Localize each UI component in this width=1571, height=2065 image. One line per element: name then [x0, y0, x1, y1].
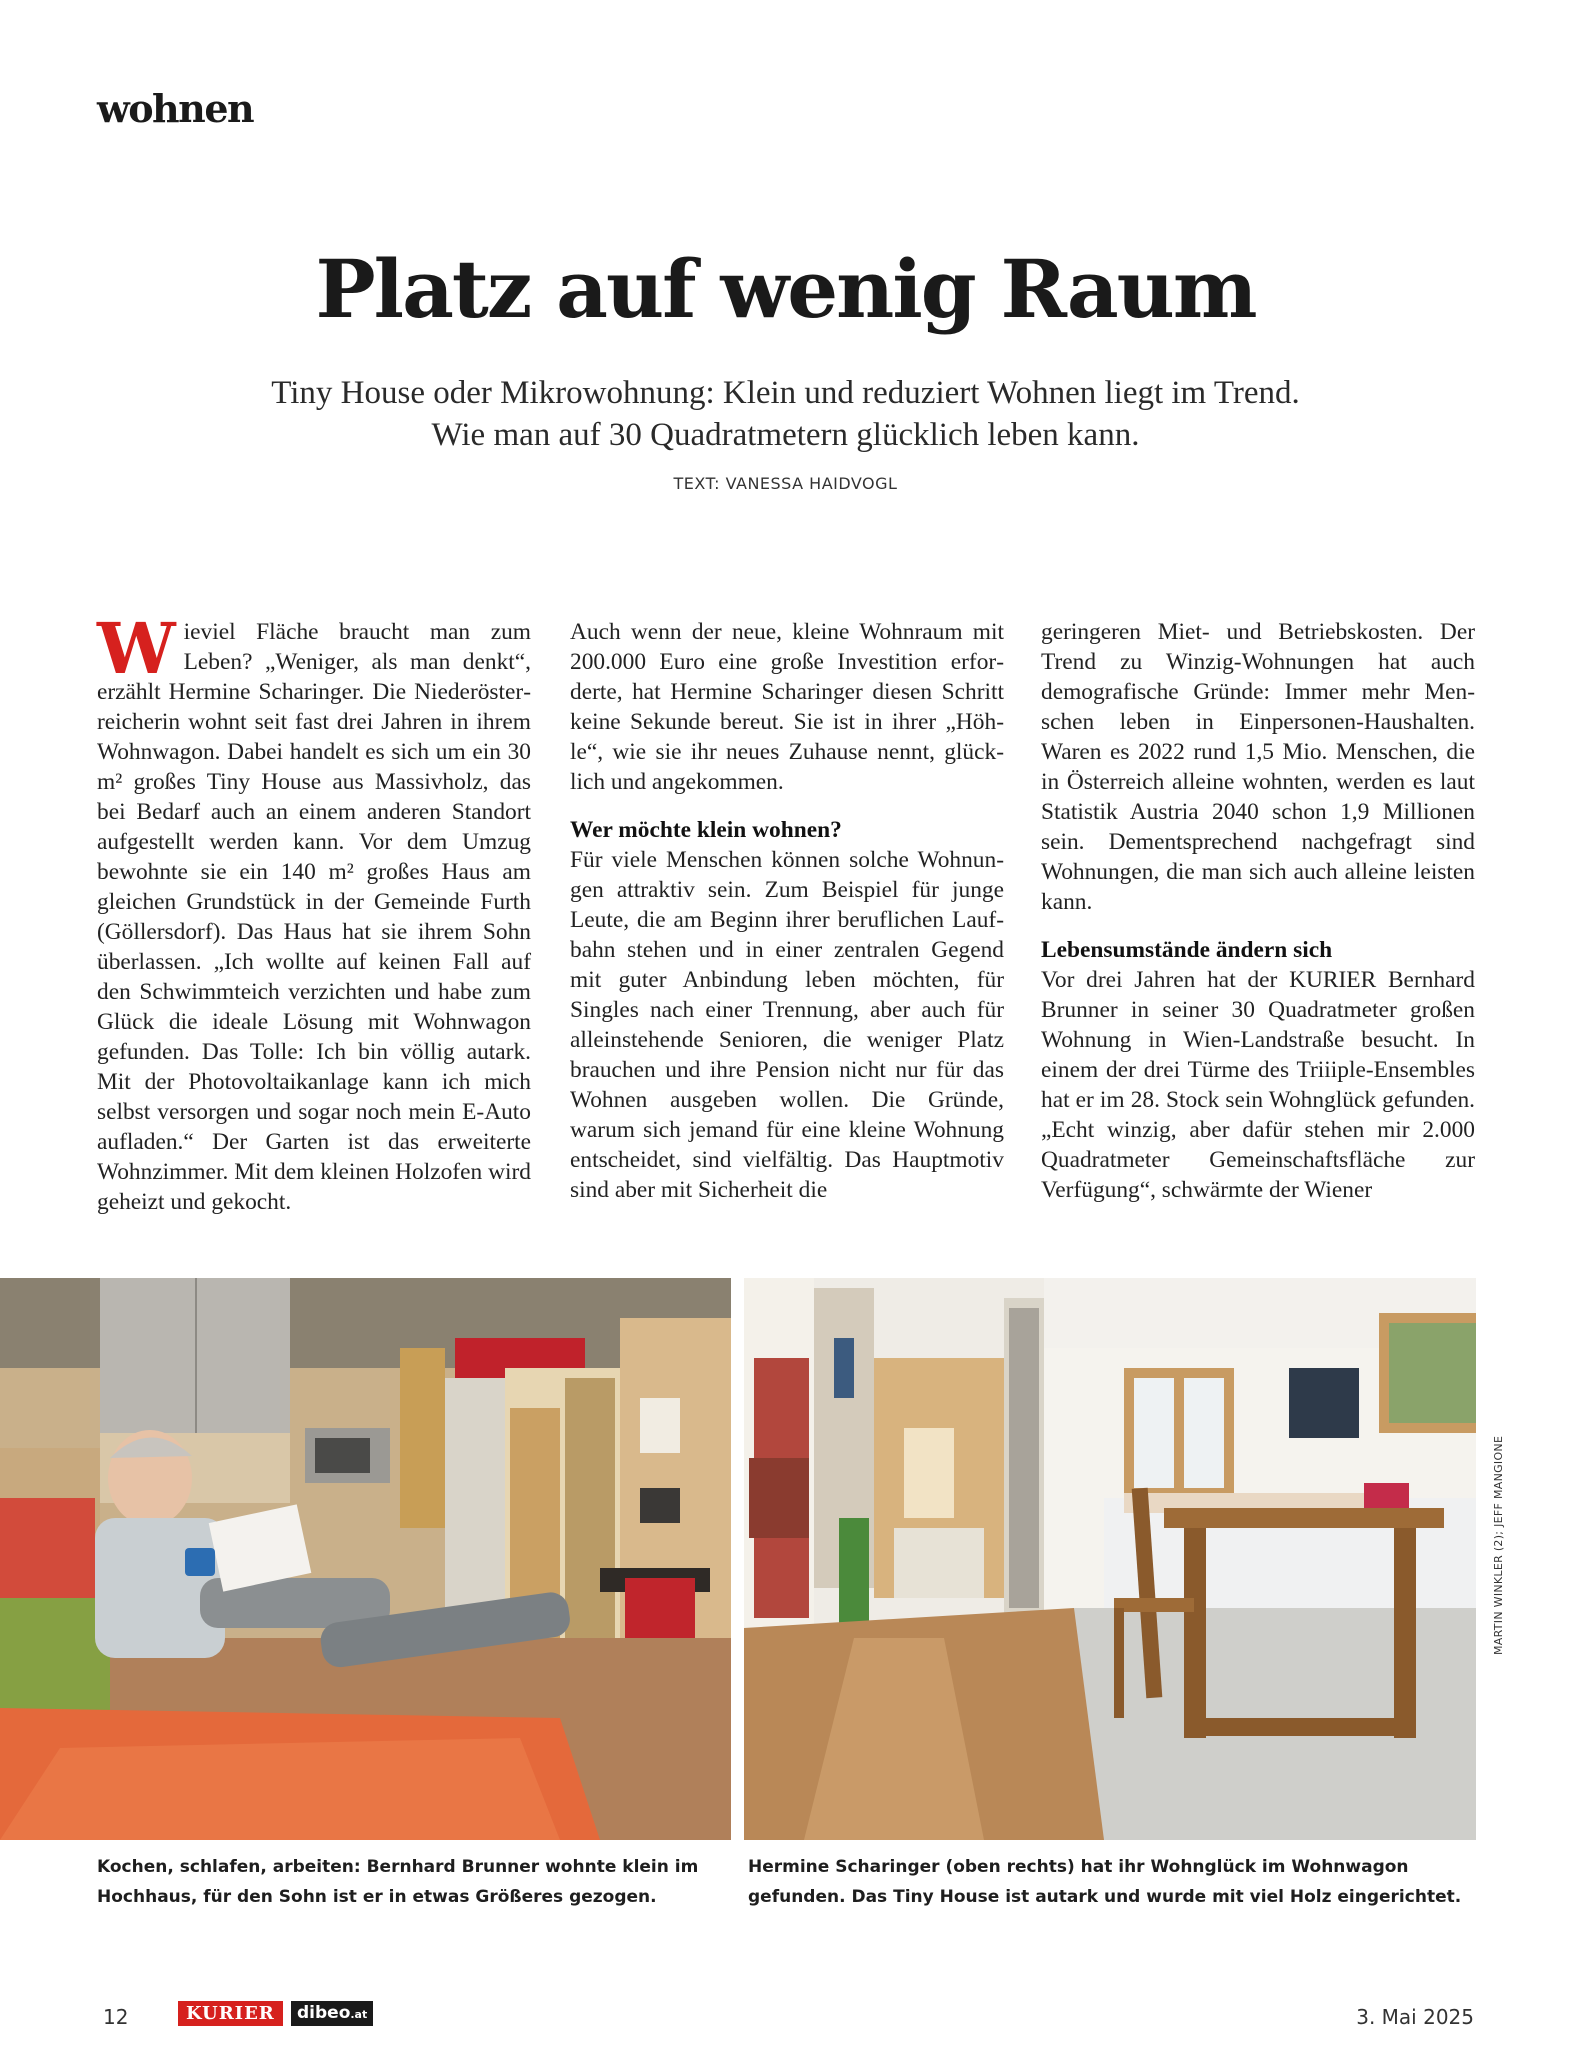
col1-text: ieviel Fläche braucht man zum Leben? „Weniger, als man denkt“, erzählt Hermine Scharinger. Die Niederösterreicherin wohnt seit fast drei Jahren in ihrem Wohnwagon. Dabei handelt es sich um ein 30 m² großes Tiny House aus Massivholz, das bei Bedarf auch an einem anderen Standort aufgestellt werden kann. Vor dem Umzug bewohnte sie ein 140 m² großes Haus am gleichen Grundstück in der Gemeinde Furth (Göllersdorf). Das Haus hat sie ihrem Sohn überlassen. „Ich wollte auf keinen Fall auf den Schwimmteich verzichten und habe zum Glück die ideale Lösung mit Wohnwagon gefunden. Das Tolle: Ich bin völlig autark. Mit der Photovoltaikanlage kann ich mich selbst versorgen und sogar noch mein E-Auto aufladen.“ Der Garten ist das erweiterte Wohnzimmer. Mit dem kleinen Holzofen wird geheizt und gekocht. — [97, 619, 531, 1215]
subtitle — [0, 372, 1571, 456]
photo-apartment — [0, 1278, 731, 1840]
kurier-logo: KURIER — [178, 2001, 283, 2026]
paragraph: Für viele Menschen können solche Wohnungen attraktiv sein. Zum Beispiel für junge Leute, die am Beginn ihrer beruflichen Laufbahn stehen und in einer zentralen Gegend mit guter Anbindung leben möchten, für Singles nach einer Trennung, aber auch für alleinstehende Senioren, die weniger Platz brauchen und ihre Pension nicht nur für das Wohnen ausgeben wollen. Die Gründe, warum sich jemand für eine kleine Wohnung entscheidet, sind vielfältig. Das Hauptmotiv sind aber mit Sicherheit die — [570, 847, 1004, 1203]
dibeo-logo — [291, 2001, 373, 2026]
caption-right: Hermine Scharinger (oben rechts) hat ihr Wohnglück im Wohnwagon gefunden. Das Tiny House ist autark und wurde mit viel Holz eingerichtet. — [748, 1857, 1462, 1907]
headline: Platz auf wenig Raum — [315, 242, 1256, 336]
article-column-1 — [97, 607, 531, 1217]
subheading: Wer möchte klein wohnen? — [570, 817, 842, 843]
photo-credit: MARTIN WINKLER (2); JEFF MANGIONE — [1492, 1435, 1505, 1655]
subheading: Lebensumstände ändern sich — [1041, 937, 1333, 963]
subtitle-line-2: Wie man auf 30 Quadratmetern glücklich leben kann. — [431, 417, 1140, 453]
section-label: wohnen — [97, 86, 254, 131]
paragraph: Vor drei Jahren hat der KURIER Bernhard Brunner in seiner 30 Quadratmeter großen Wohnung in Wien-Landstraße besucht. In einem der drei Türme des Triiiple-Ensembles hat er im 28. Stock sein Wohnglück gefunden. „Echt winzig, aber dafür stehen mir 2.000 Quadratmeter Gemeinschaftsfläche zur Verfügung“, schwärmte der Wiener — [1041, 967, 1475, 1203]
paragraph: geringeren Miet- und Betriebskosten. Der Trend zu Winzig-Wohnungen hat auch demografische Gründe: Immer mehr Menschen leben in Einpersonen-Haushalten. Waren es 2022 rund 1,5 Mio. Menschen, die in Österreich alleine wohnten, werden es laut Statistik Austria 2040 schon 1,9 Millionen sein. Dementsprechend nachgefragt sind Wohnungen, die man sich auch alleine leisten kann. — [1041, 619, 1475, 915]
drop-cap: W — [97, 607, 176, 690]
article-column-3 — [1041, 617, 1475, 1205]
subtitle-line-1: Tiny House oder Mikrowohnung: Klein und reduziert Wohnen liegt im Trend. — [271, 375, 1300, 411]
dibeo-name: dibeo — [297, 2003, 351, 2023]
paragraph: Auch wenn der neue, kleine Wohnraum mit 200.000 Euro eine große Investition erforderte, hat Hermine Scharinger diesen Schritt keine Sekunde bereut. Sie ist in ihrer „Höhle“, wie sie ihr neues Zuhause nennt, glücklich und angekommen. — [570, 619, 1004, 795]
article-column-2 — [570, 617, 1004, 1205]
paragraph — [97, 607, 531, 1217]
byline: TEXT: VANESSA HAIDVOGL — [673, 474, 898, 493]
caption-left: Kochen, schlafen, arbeiten: Bernhard Brunner wohnte klein im Hochhaus, für den Sohn ist er in etwas Größeres gezogen. — [97, 1857, 699, 1907]
dibeo-suffix: .at — [350, 2008, 368, 2021]
page-number: 12 — [103, 2005, 129, 2029]
issue-date: 3. Mai 2025 — [1356, 2005, 1474, 2029]
photo-tiny-house — [744, 1278, 1476, 1840]
